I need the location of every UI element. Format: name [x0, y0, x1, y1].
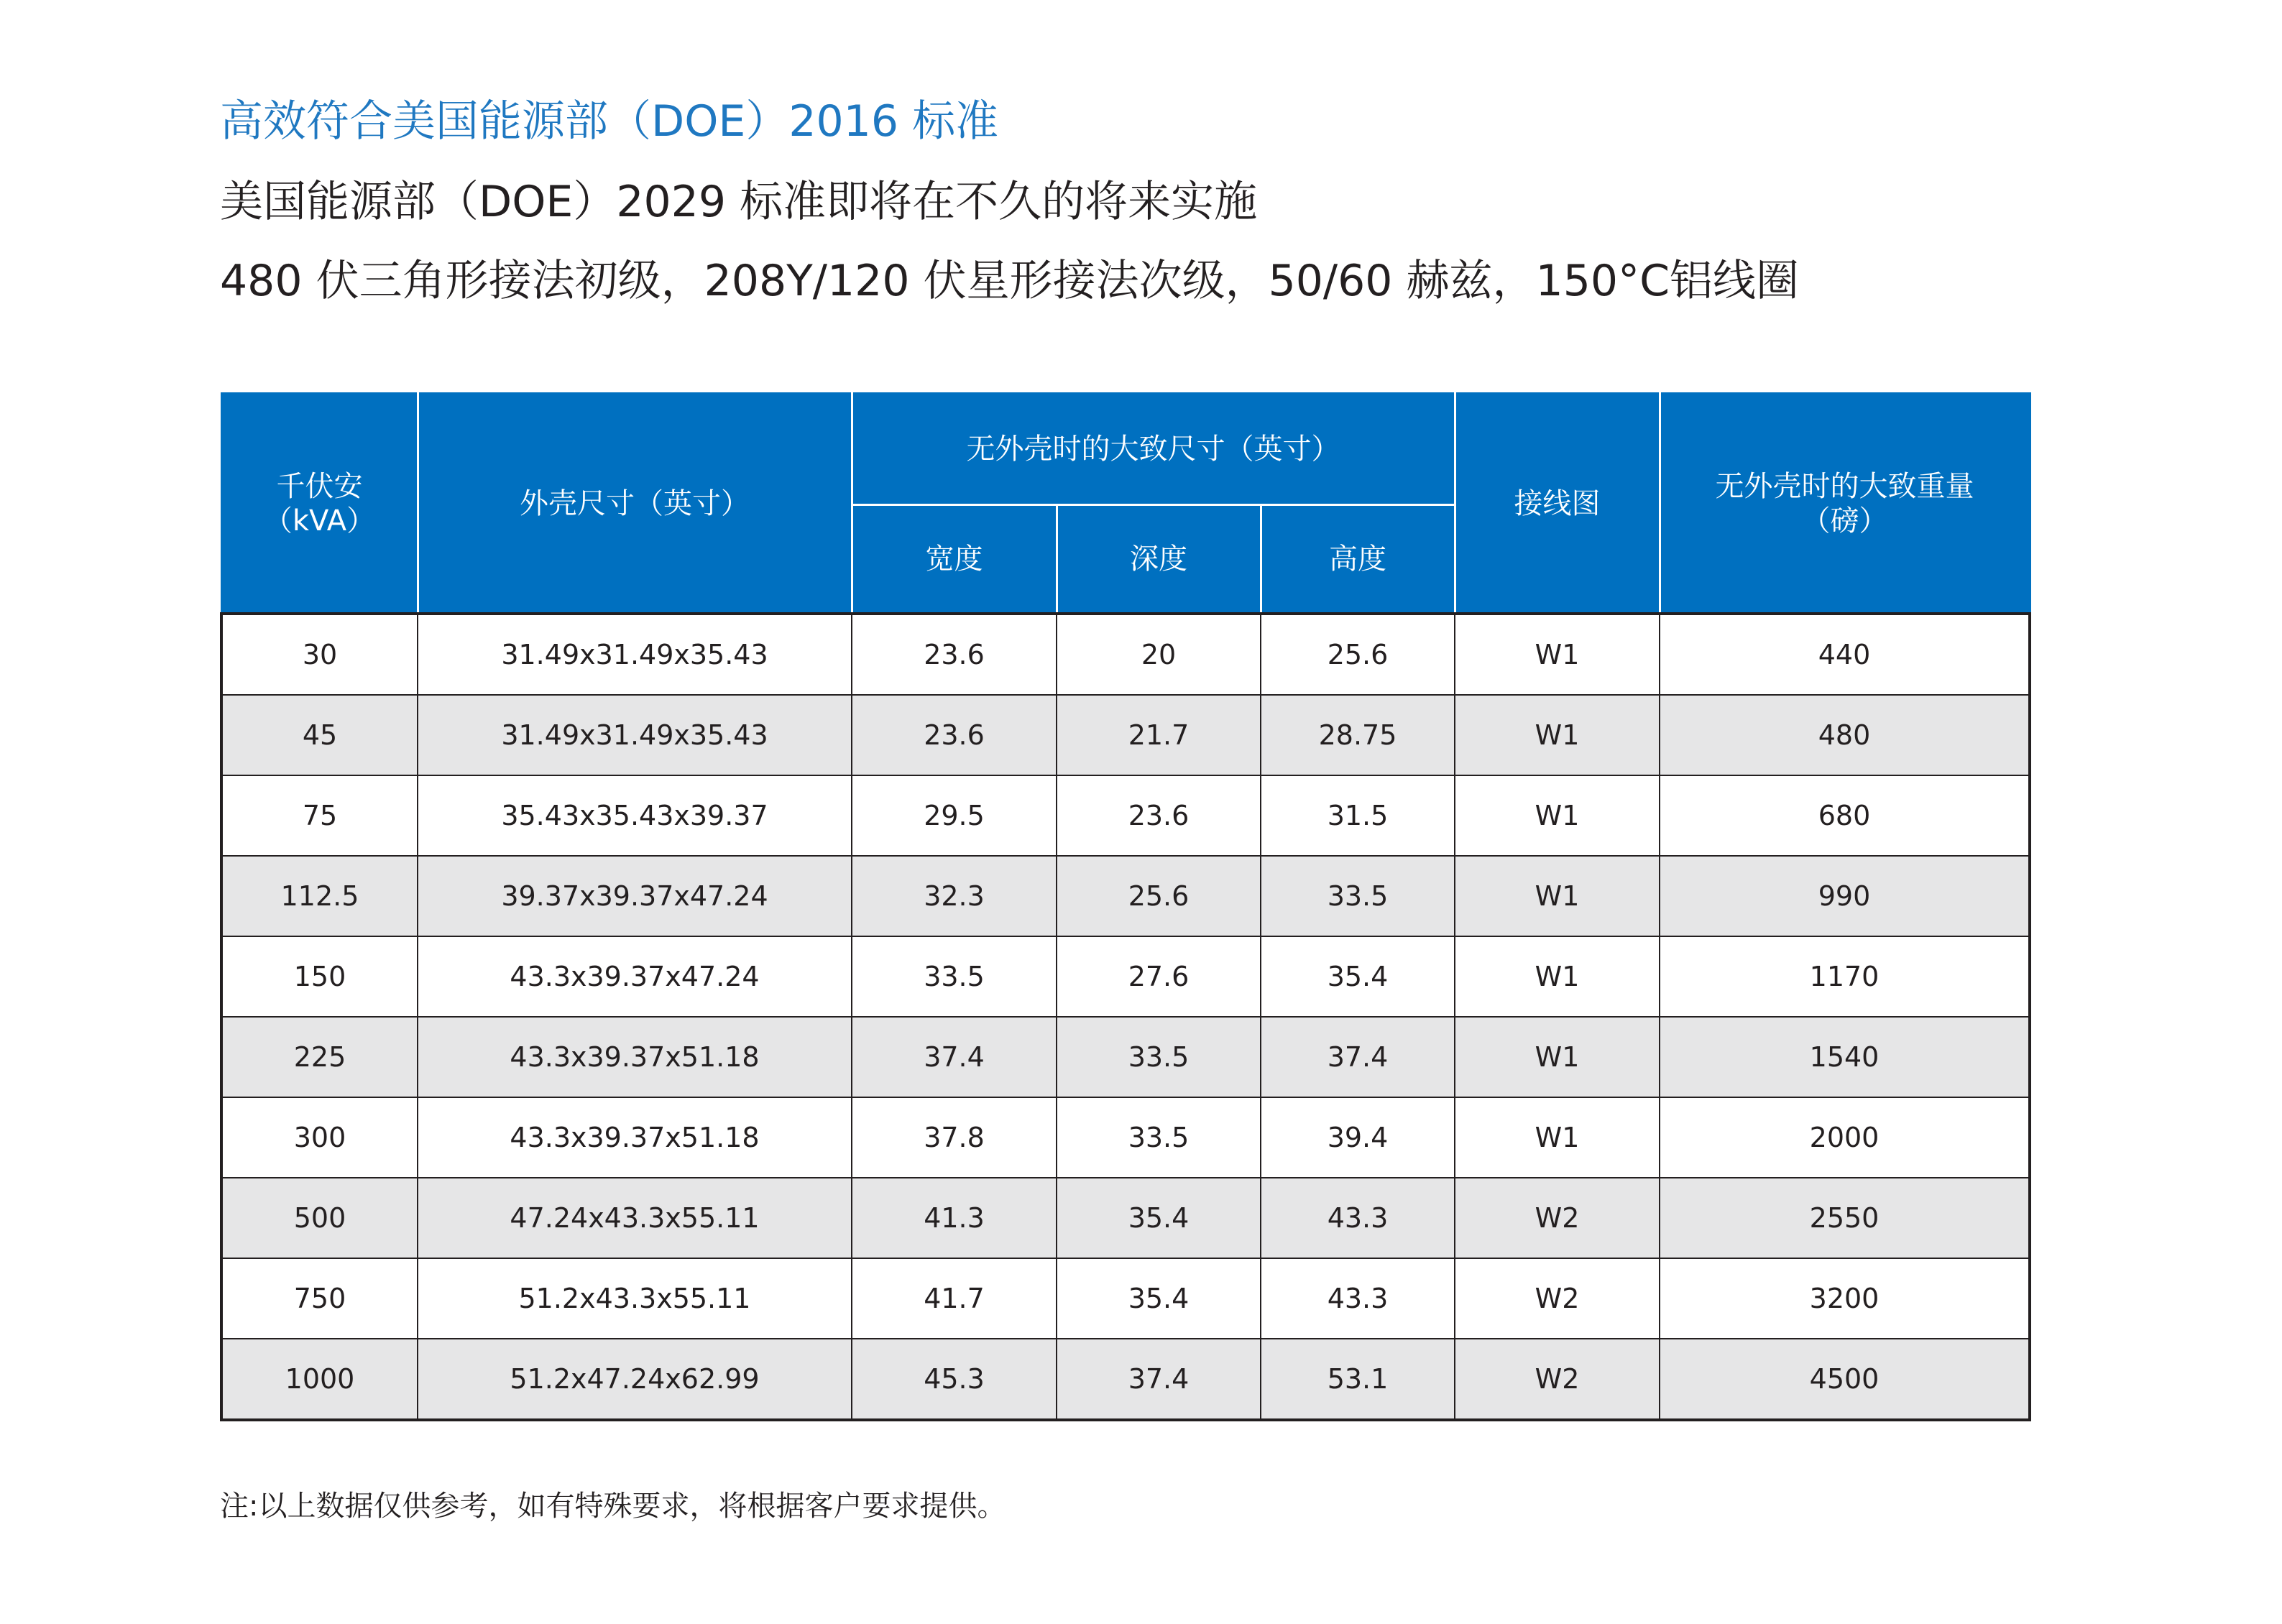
- cell-weight: 2000: [1660, 1097, 2030, 1178]
- table-row: [221, 1178, 2030, 1258]
- cell-height: 43.3: [1261, 1178, 1455, 1258]
- cell-height: 39.4: [1261, 1097, 1455, 1178]
- cell-width: 41.3: [852, 1178, 1057, 1258]
- cell-kva: 75: [221, 775, 418, 856]
- subtitle-specs: 480 伏三角形接法初级，208Y/120 伏星形接法次级，50/60 赫兹，150°C铝线圈: [220, 256, 1799, 306]
- cell-weight: 2550: [1660, 1178, 2030, 1258]
- cell-weight: 1170: [1660, 936, 2030, 1017]
- cell-kva: 225: [221, 1017, 418, 1097]
- cell-weight: 440: [1660, 614, 2030, 695]
- cell-kva: 30: [221, 614, 418, 695]
- cell-height: 28.75: [1261, 695, 1455, 775]
- cell-kva: 750: [221, 1258, 418, 1339]
- cell-kva: 300: [221, 1097, 418, 1178]
- cell-wiring: W2: [1455, 1339, 1660, 1420]
- table-row: [221, 695, 2030, 775]
- cell-enclosure: 51.2x47.24x62.99: [418, 1339, 852, 1420]
- table-row: [221, 1339, 2030, 1420]
- cell-depth: 35.4: [1057, 1258, 1261, 1339]
- cell-height: 25.6: [1261, 614, 1455, 695]
- cell-height: 53.1: [1261, 1339, 1455, 1420]
- header-approx-dims: 无外壳时的大致尺寸（英寸）: [852, 394, 1455, 505]
- cell-wiring: W1: [1455, 1097, 1660, 1178]
- cell-height: 33.5: [1261, 856, 1455, 936]
- cell-kva: 112.5: [221, 856, 418, 936]
- cell-height: 31.5: [1261, 775, 1455, 856]
- cell-height: 35.4: [1261, 936, 1455, 1017]
- header-width: 宽度: [852, 505, 1057, 614]
- header-depth: 深度: [1057, 505, 1261, 614]
- table-row: [221, 856, 2030, 936]
- page-title: 高效符合美国能源部（DOE）2016 标准: [220, 96, 999, 147]
- cell-depth: 35.4: [1057, 1178, 1261, 1258]
- cell-height: 43.3: [1261, 1258, 1455, 1339]
- header-weight: 无外壳时的大致重量（磅）: [1660, 394, 2030, 614]
- cell-enclosure: 47.24x43.3x55.11: [418, 1178, 852, 1258]
- cell-width: 23.6: [852, 614, 1057, 695]
- cell-wiring: W1: [1455, 695, 1660, 775]
- header-kva: 千伏安 （kVA）: [221, 394, 418, 614]
- cell-depth: 33.5: [1057, 1097, 1261, 1178]
- cell-depth: 25.6: [1057, 856, 1261, 936]
- cell-weight: 480: [1660, 695, 2030, 775]
- cell-width: 45.3: [852, 1339, 1057, 1420]
- header-wiring: 接线图: [1455, 394, 1660, 614]
- cell-enclosure: 51.2x43.3x55.11: [418, 1258, 852, 1339]
- cell-enclosure: 31.49x31.49x35.43: [418, 695, 852, 775]
- cell-weight: 3200: [1660, 1258, 2030, 1339]
- cell-weight: 990: [1660, 856, 2030, 936]
- cell-weight: 4500: [1660, 1339, 2030, 1420]
- cell-width: 23.6: [852, 695, 1057, 775]
- table-row: [221, 775, 2030, 856]
- cell-enclosure: 43.3x39.37x47.24: [418, 936, 852, 1017]
- cell-wiring: W1: [1455, 775, 1660, 856]
- cell-wiring: W2: [1455, 1258, 1660, 1339]
- cell-width: 37.4: [852, 1017, 1057, 1097]
- table-row: [221, 936, 2030, 1017]
- cell-enclosure: 39.37x39.37x47.24: [418, 856, 852, 936]
- cell-enclosure: 43.3x39.37x51.18: [418, 1017, 852, 1097]
- cell-enclosure: 43.3x39.37x51.18: [418, 1097, 852, 1178]
- cell-width: 37.8: [852, 1097, 1057, 1178]
- cell-kva: 45: [221, 695, 418, 775]
- cell-enclosure: 31.49x31.49x35.43: [418, 614, 852, 695]
- cell-weight: 680: [1660, 775, 2030, 856]
- cell-depth: 23.6: [1057, 775, 1261, 856]
- cell-depth: 27.6: [1057, 936, 1261, 1017]
- footnote: 注:以上数据仅供参考，如有特殊要求，将根据客户要求提供。: [220, 1490, 1006, 1523]
- cell-kva: 1000: [221, 1339, 418, 1420]
- cell-wiring: W1: [1455, 856, 1660, 936]
- cell-depth: 37.4: [1057, 1339, 1261, 1420]
- subtitle-doe-2029: 美国能源部（DOE）2029 标准即将在不久的将来实施: [220, 177, 1258, 227]
- cell-weight: 1540: [1660, 1017, 2030, 1097]
- cell-wiring: W1: [1455, 614, 1660, 695]
- cell-depth: 20: [1057, 614, 1261, 695]
- cell-kva: 150: [221, 936, 418, 1017]
- table-row: [221, 614, 2030, 695]
- table-row: [221, 1017, 2030, 1097]
- cell-height: 37.4: [1261, 1017, 1455, 1097]
- cell-wiring: W1: [1455, 1017, 1660, 1097]
- table-header: [221, 394, 2030, 614]
- header-enclosure: 外壳尺寸（英寸）: [418, 394, 852, 614]
- cell-wiring: W1: [1455, 936, 1660, 1017]
- table-row: [221, 1258, 2030, 1339]
- cell-kva: 500: [221, 1178, 418, 1258]
- table-row: [221, 1097, 2030, 1178]
- cell-width: 33.5: [852, 936, 1057, 1017]
- cell-enclosure: 35.43x35.43x39.37: [418, 775, 852, 856]
- cell-width: 29.5: [852, 775, 1057, 856]
- cell-width: 32.3: [852, 856, 1057, 936]
- cell-depth: 21.7: [1057, 695, 1261, 775]
- header-height: 高度: [1261, 505, 1455, 614]
- cell-wiring: W2: [1455, 1178, 1660, 1258]
- spec-table: [220, 392, 2031, 1421]
- cell-depth: 33.5: [1057, 1017, 1261, 1097]
- cell-width: 41.7: [852, 1258, 1057, 1339]
- table-body: [221, 614, 2030, 1420]
